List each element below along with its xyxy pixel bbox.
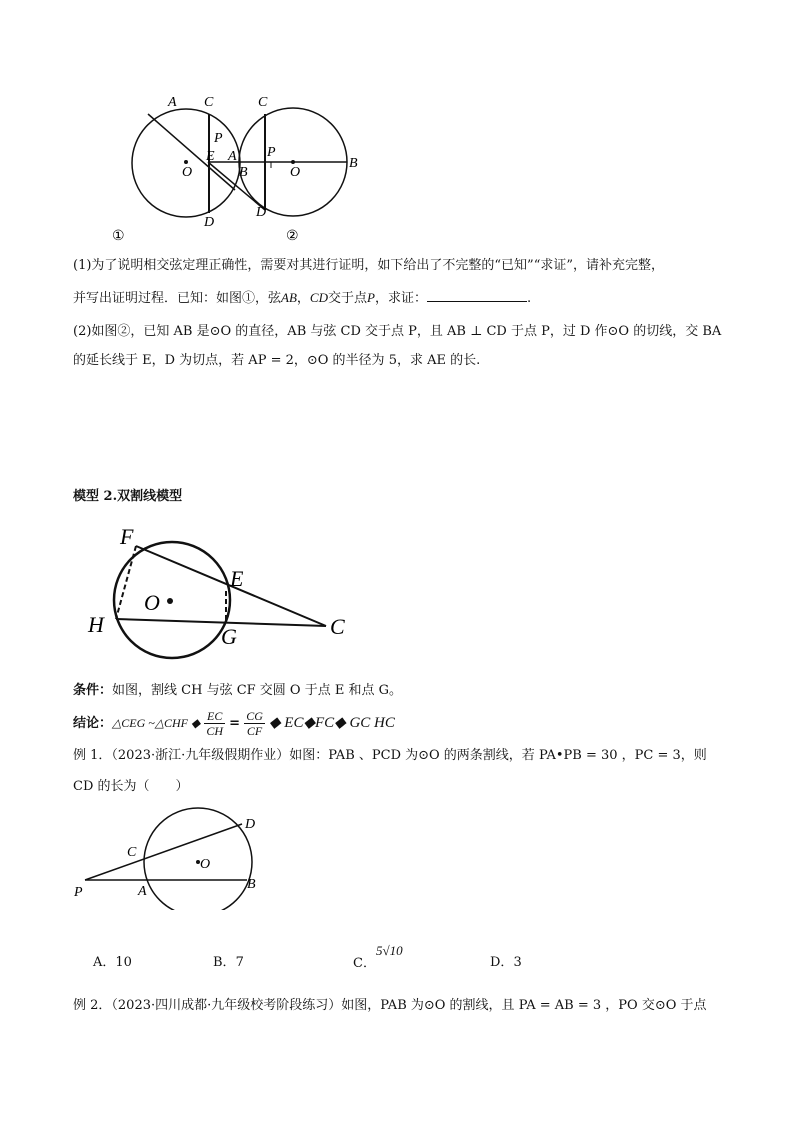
label-num-1: ① — [112, 229, 125, 244]
label-G: G — [221, 624, 237, 649]
secant-pcd — [85, 824, 242, 880]
label-A-ex1: A — [138, 884, 147, 899]
problem-2-line-2: 的延长线于 E，D 为切点，若 AP = 2，⊙O 的半径为 5，求 AE 的长. — [73, 353, 481, 368]
label-P-1: P — [214, 131, 223, 146]
tangent-ed — [208, 162, 265, 210]
label-O-1: O — [182, 165, 193, 180]
problem-1-line-1: (1)为了说明相交弦定理正确性，需要对其进行证明，如下给出了不完整的“已知”“求证”，请补充完整， — [73, 258, 664, 273]
label-D-ex1: D — [245, 817, 256, 832]
figure-double-secant — [80, 520, 360, 670]
label-E-2: E — [206, 149, 215, 164]
secant-center-dot — [167, 598, 173, 604]
label-A-2: A — [228, 149, 237, 164]
label-C-1: C — [204, 95, 214, 110]
option-a[interactable]: A．10 — [93, 955, 132, 970]
model-2-title: 模型 2.双割线模型 — [73, 489, 183, 504]
example-1-circle — [144, 808, 252, 910]
label-E: E — [230, 566, 244, 591]
label-H: H — [88, 612, 104, 637]
segment-fh — [116, 546, 136, 619]
condition-line: 条件：如图，割线 CH 与弦 CF 交圆 O 于点 E 和点 G。 — [73, 683, 402, 698]
fraction-ec-ch: $\frac{EC}{CH}$ — [206, 709, 224, 738]
figure-intersecting-chords — [60, 90, 380, 250]
label-D-1: D — [204, 215, 215, 230]
center-dot-1 — [184, 160, 188, 164]
figure-example-1 — [70, 800, 280, 910]
problem-1-line-2: 并写出证明过程．已知：如图①，弦AB，CD交于点P，求证： . — [73, 290, 532, 306]
example-1-line-2: CD 的长为（ ） — [73, 779, 189, 794]
option-d[interactable]: D．3 — [490, 955, 522, 970]
label-C-2: C — [258, 95, 268, 110]
fraction-cg-cf: $\frac{CG}{CF}$ — [246, 709, 263, 738]
label-O-2: O — [290, 165, 301, 180]
center-dot-2 — [291, 160, 295, 164]
label-A-1: A — [168, 95, 177, 110]
example-2-line-1: 例 2．（2023·四川成都·九年级校考阶段练习）如图，PAB 为⊙O 的割线，且 PA = AB = 3 ，PO 交⊙O 于点 — [73, 998, 707, 1013]
option-c[interactable]: C．5√10 — [353, 943, 403, 971]
conclusion-line: 结论：△CEG ~△CHF ◆ $\frac{EC}{CH}$ = $\frac{CG}{CF}$ ◆ EC◆FC◆ GC HC — [73, 709, 395, 738]
label-P-2: P — [267, 145, 276, 160]
label-O-ex1: O — [200, 857, 211, 872]
label-B-2: B — [349, 156, 358, 171]
label-O: O — [144, 590, 160, 615]
label-B-ex1: B — [247, 877, 256, 892]
label-F: F — [120, 524, 134, 549]
option-b[interactable]: B．7 — [213, 955, 244, 970]
label-C: C — [330, 614, 345, 639]
example-1-line-1: 例 1．（2023·浙江·九年级假期作业）如图：PAB 、PCD 为⊙O 的两条割线，若 PA•PB = 30 ，PC = 3，则 — [73, 748, 707, 763]
label-P-ex1: P — [74, 885, 83, 900]
label-num-2: ② — [286, 229, 299, 244]
label-D-2: D — [256, 205, 267, 220]
label-C-ex1: C — [127, 845, 137, 860]
label-B-1: B — [239, 165, 248, 180]
problem-2-line-1: (2)如图②，已知 AB 是⊙O 的直径，AB 与弦 CD 交于点 P，且 AB ⊥ CD 于点 P，过 D 作⊙O 的切线，交 BA — [73, 324, 722, 339]
answer-blank[interactable] — [427, 289, 527, 302]
